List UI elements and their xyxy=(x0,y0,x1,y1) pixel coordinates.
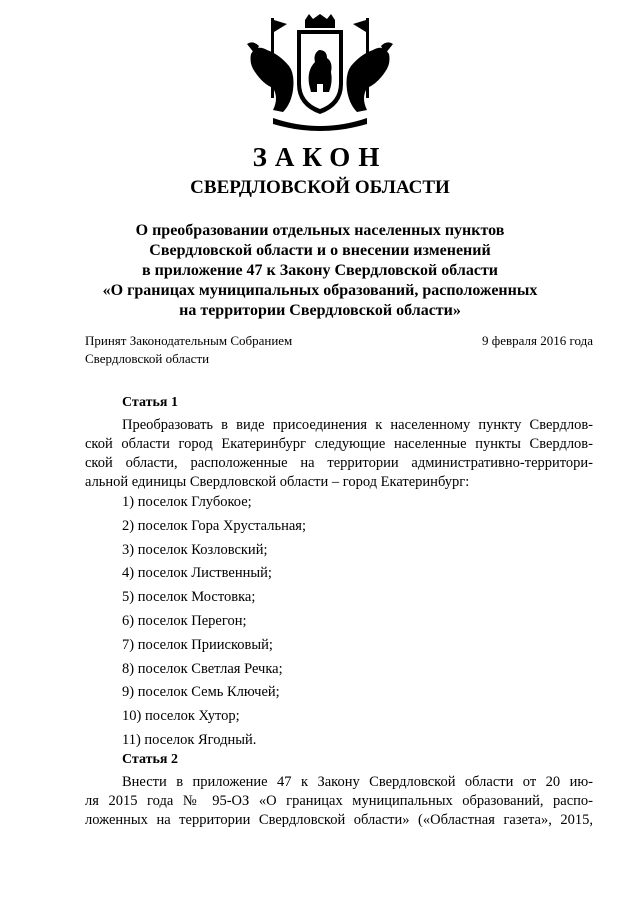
document-subtitle: СВЕРДЛОВСКОЙ ОБЛАСТИ xyxy=(190,177,450,198)
article-2-paragraph xyxy=(85,773,593,830)
list-item: 10) поселок Хутор; xyxy=(122,708,240,725)
list-item: 3) поселок Козловский; xyxy=(122,541,268,558)
law-heading-line: О преобразовании отдельных населенных пунктов xyxy=(135,222,505,239)
paragraph-line: ской области город Екатеринбург следующие населенные пункты Свердлов- xyxy=(85,436,593,452)
adoption-line: Принят Законодательным Собранием xyxy=(85,333,293,348)
list-item: 7) поселок Приисковый; xyxy=(122,636,273,653)
list-item: 2) поселок Гора Хрустальная; xyxy=(122,517,306,534)
paragraph-line: Преобразовать в виде присоединения к населенному пункту Свердлов- xyxy=(122,417,593,433)
adoption-info xyxy=(85,332,292,368)
list-item: 4) поселок Лиственный; xyxy=(122,565,272,582)
document-title: ЗАКОН xyxy=(252,142,388,172)
paragraph-line: ля 2015 года № 95-ОЗ «О границах муниципальных образований, распо- xyxy=(85,793,593,809)
law-heading-line: «О границах муниципальных образований, расположенных xyxy=(102,282,538,299)
paragraph-line: ложенных на территории Свердловской области» («Областная газета», 2015, xyxy=(85,812,593,828)
paragraph-line: ской области, расположенные на территории административно-территори- xyxy=(85,455,593,471)
law-heading-line: в приложение 47 к Закону Свердловской области xyxy=(141,262,499,279)
settlements-list xyxy=(122,493,306,755)
paragraph-line: альной единицы Свердловской области – город Екатеринбург: xyxy=(85,474,470,490)
adoption-date: 9 февраля 2016 года xyxy=(482,333,593,348)
list-item: 6) поселок Перегон; xyxy=(122,612,247,629)
coat-of-arms-emblem xyxy=(243,14,397,132)
list-item: 5) поселок Мостовка; xyxy=(122,589,256,606)
law-heading-line: Свердловской области и о внесении изменений xyxy=(149,242,491,259)
article-1-title: Статья 1 xyxy=(122,395,178,410)
list-item: 1) поселок Глубокое; xyxy=(122,494,252,510)
law-heading-line: на территории Свердловской области» xyxy=(179,302,461,319)
article-1-paragraph xyxy=(85,416,593,492)
article-2-title: Статья 2 xyxy=(122,752,178,767)
list-item: 8) поселок Светлая Речка; xyxy=(122,660,283,677)
list-item: 11) поселок Ягодный. xyxy=(122,731,257,748)
law-heading xyxy=(80,221,560,321)
paragraph-line: Внести в приложение 47 к Закону Свердловской области от 20 ию- xyxy=(122,774,593,790)
adoption-line: Свердловской области xyxy=(85,351,210,366)
list-item: 9) поселок Семь Ключей; xyxy=(122,684,280,701)
